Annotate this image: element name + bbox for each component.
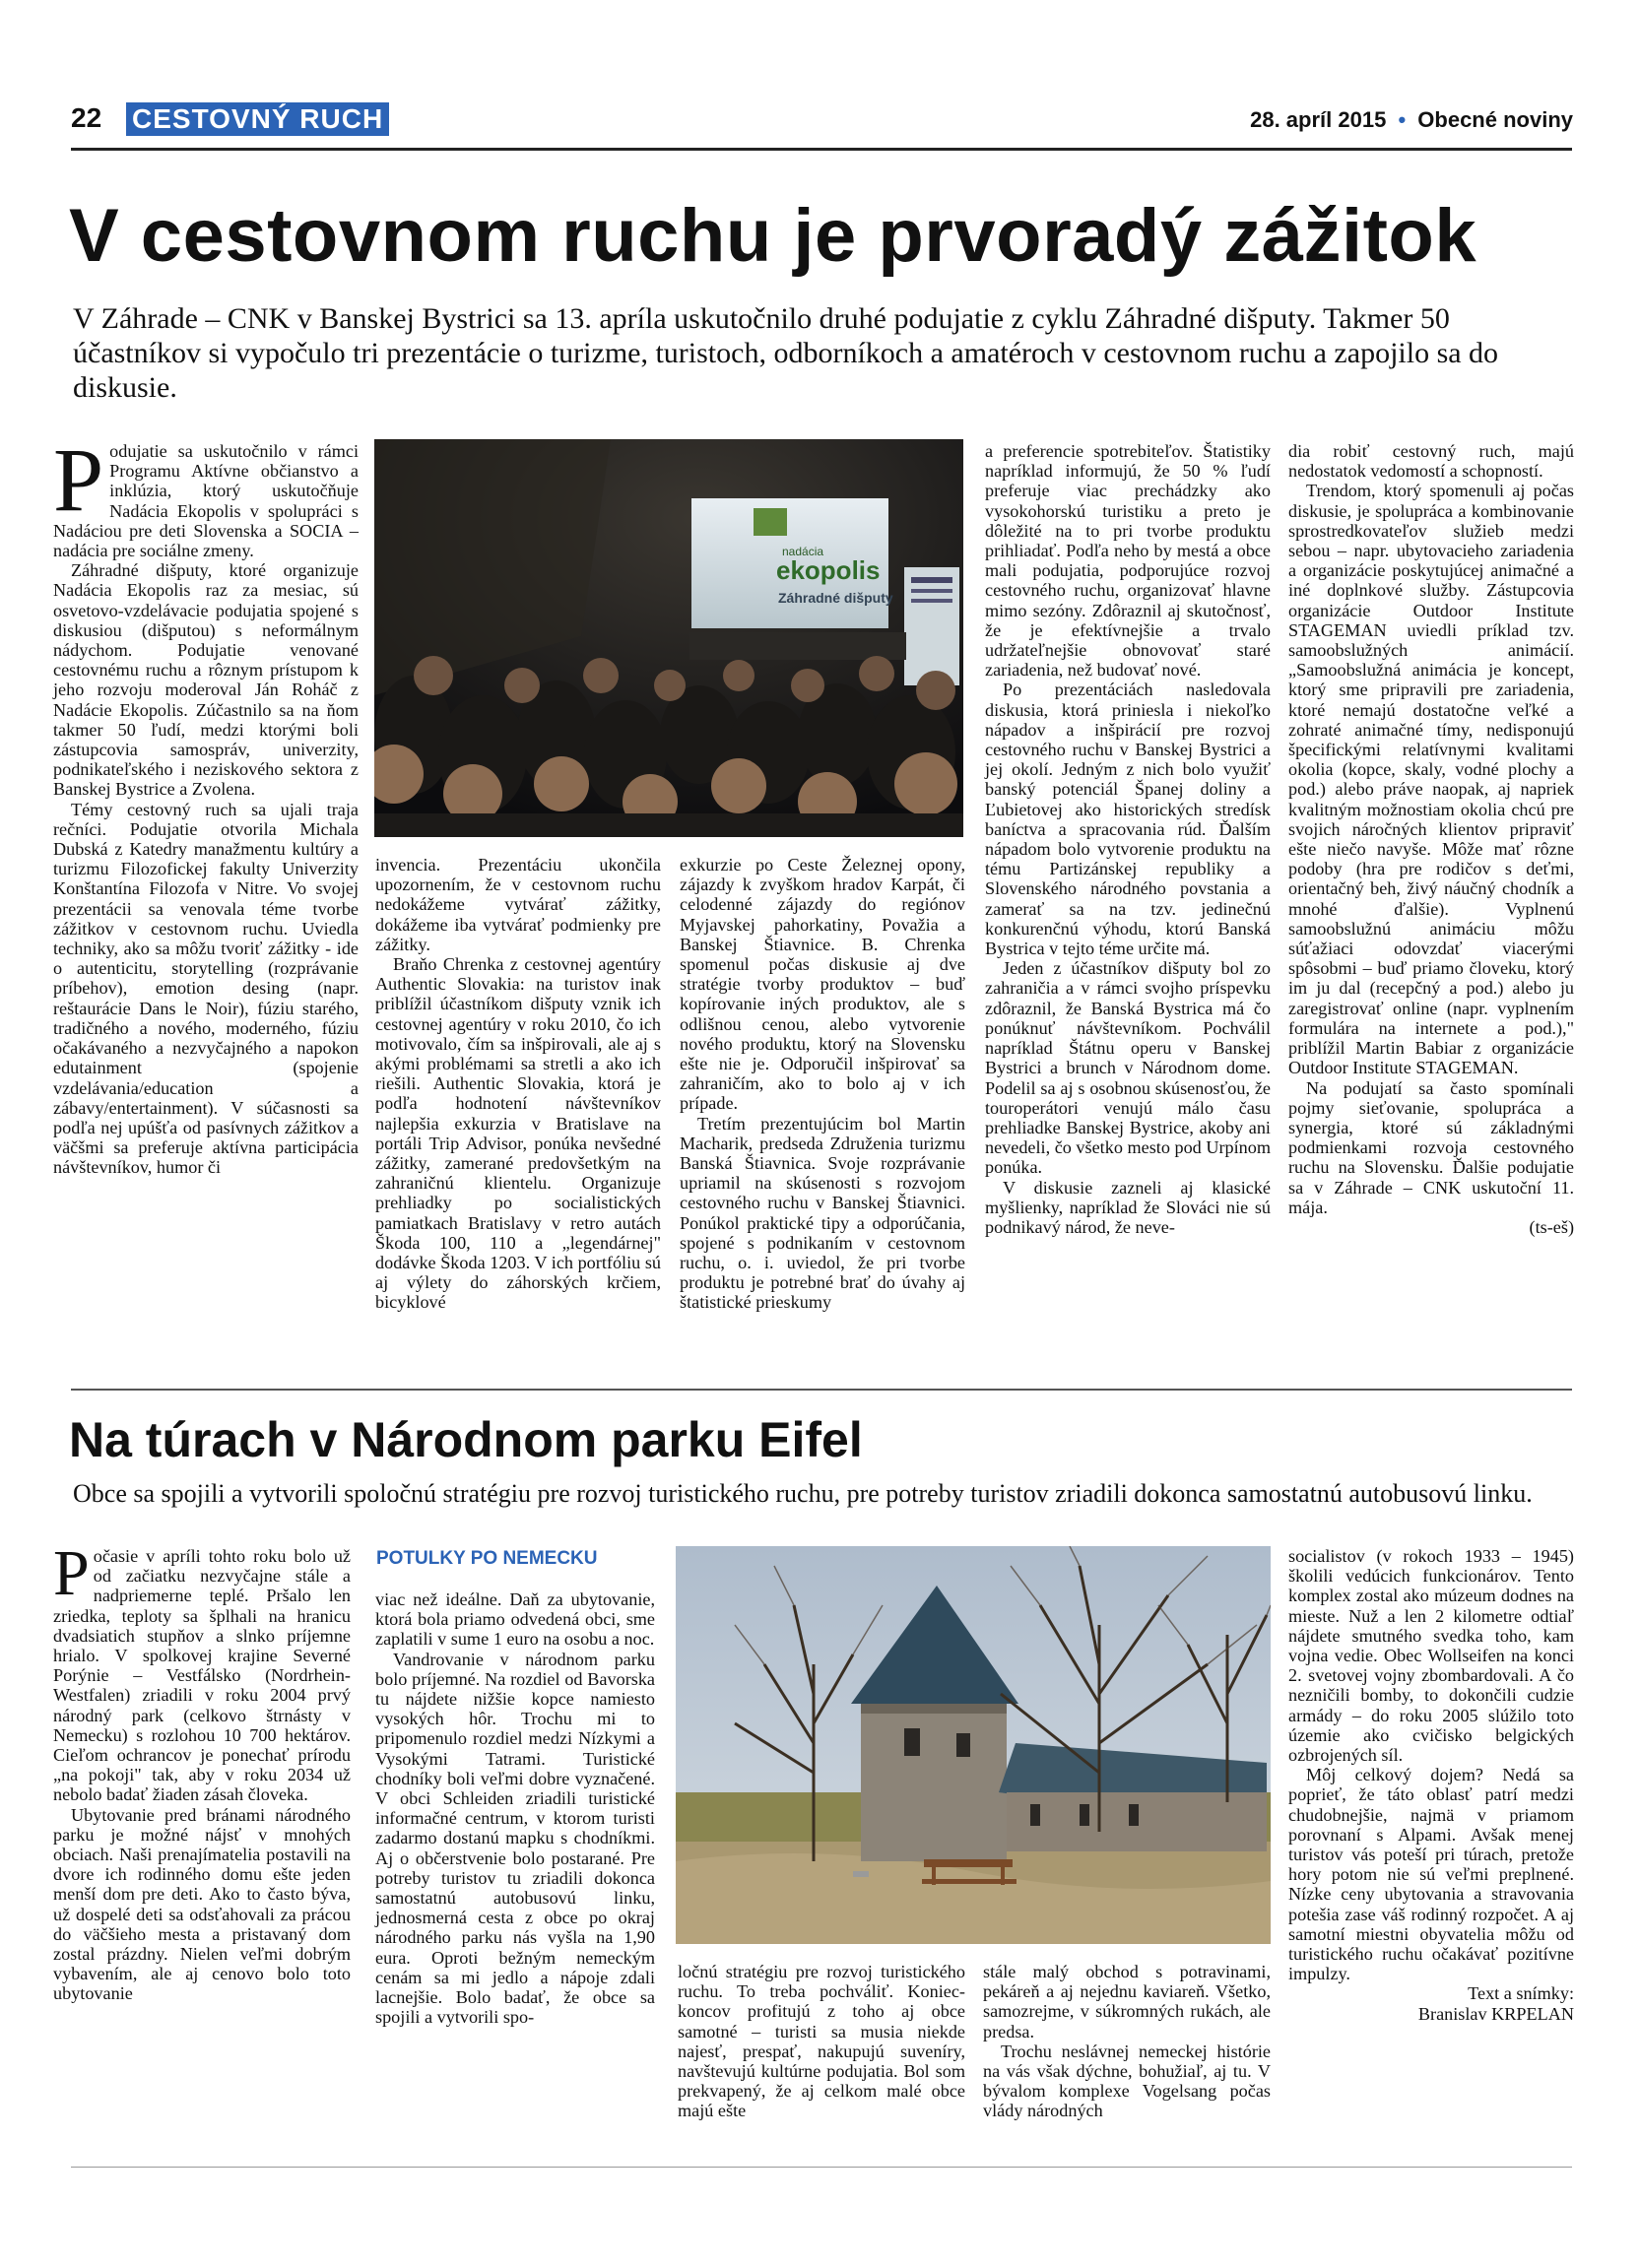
paragraph-text: odujatie sa uskutočnilo v rámci Programu Aktívne občianstvo a inklúzia, ktorý uskutočňuje Nadácia Ekopolis v spolupráci s Nadáciou pre deti Slovenska a SOCIA – nadácia pre sociálne zmeny. bbox=[53, 441, 359, 561]
article2-col2-para-2: Vandrovanie v národnom parku bolo príjemné. Na rozdiel od Bavorska tu nájdete nižšie kopce namiesto vysokých hôr. Trochu mi to pripomenulo rozdiel medzi Nízkymi a Vysokými Tatrami. Turistické chodníky boli veľmi dobre vyznačené. V obci Schleiden zriadili turistické informačné centrum, v ktorom turisti zadarmo dostanú mapku s chodníkmi. Aj o občerstvenie bolo postarané. Pre potreby turistov tu zriadili dokonca samostatnú autobusovú linku, jednosmerná cesta z obce po okraj národného parku nás vyšla na 1,90 eura. Oproti bežným nemeckým cenám sa mi jedlo a nápoje zdali lacnejšie. Bolo badať, že obce sa spojili a vytvorili spo- bbox=[375, 1649, 655, 2028]
article1-col5-para-1: dia robiť cestovný ruch, majú nedostatok vedomostí a schopností. bbox=[1288, 441, 1574, 482]
article1-col1-para-3: Témy cestovný ruch sa ujali traja rečníci. Podujatie otvorila Michala Dubská z Katedry manažmentu kultúry a turizmu Filozofickej fakulty Univerzity Konštantína Filozofa v Nitre. Vo svojej prezentácii sa venovala téme tvorbe zážitkov v cestovnom ruchu. Uviedla techniky, ako sa môžu tvoriť zážitky - ide o autenticitu, storytelling (rozprávanie príbehov), emotion desing (napr. reštaurácie Dans le Noir), fúziu starého, tradičného a nového, moderného, fúziu očakávaného a nezvyčajného a napokon edutainment (spojenie vzdelávania/education a zábavy/entertainment). V súčasnosti sa podľa nej upúšťa od pasívnych zážitkov a väčšmi sa preferuje aktívna participácia návštevníkov, humor či bbox=[53, 799, 359, 1178]
article2-col5-para-2: Môj celkový dojem? Nedá sa poprieť, že táto oblasť patrí medzi chudobnejšie, najmä v priamom porovnaní s Alpami. Avšak menej turistov vás poteší pri túrach, pretože hory potom nie sú veľmi preplnené. Nízke ceny ubytovania a stravovania potešia zase váš rodinný rozpočet. A aj samotní miestni obyvatelia môžu od turistického ruchu očakávať pozitívne impulzy. bbox=[1288, 1765, 1574, 1984]
article1-col4-para-1: a preferencie spotrebiteľov. Štatistiky napríklad informujú, že 50 % ľudí preferuje viac prechádzky ako vysokohorskú turistiku a preto je dôležité na to pri tvorbe produktu prihliadať. Podľa neho by mestá a obce mali podujatia, podporujúce rozvoj cestovného ruchu, organizovať hlavne mimo sezóny. Zdôraznil aj skutočnosť, že je efektívnejšie a trvalo udržateľnejšie obnovovať staré zariadenia, než budovať nové. bbox=[985, 441, 1271, 680]
article1-col4-para-2: Po prezentáciách nasledovala diskusia, ktorá priniesla i niekoľko nápadov a inšpirácií pre rozvoj cestovného ruchu v Banskej Bystrici a jej okolí. Jedným z nich bolo využiť banský potenciál Španej doliny a Ľubietovej ako historických stredísk baníctva a spracovania rúd. Ďalším nápadom bolo vytvorenie produktu na tému Partizánskej republiky a Slovenského národného povstania a zamerať sa na tzv. jedinečnú konkurenčnú výhodu, ktorú Banská Bystrica v tejto téme určite má. bbox=[985, 680, 1271, 959]
event-photo-svg bbox=[374, 439, 963, 837]
article1-column-4 bbox=[985, 441, 1271, 1237]
article1-col3-para-2: Tretím prezentujúcim bol Martin Macharik, predseda Združenia turizmu Banská Štiavnica. Svoje rozprávanie upriamil na skúsenosti s rozvojom cestovného ruchu v Banskej Štiavnici. Ponúkol praktické tipy a odporúčania, spojené s podnikaním v cestovnom ruchu, o. i. uviedol, že pri tvorbe produktu je potrebné brať do úvahy aj štatistické prieskumy bbox=[680, 1113, 965, 1313]
article1-column-5 bbox=[1288, 441, 1574, 1237]
svg-text:Záhradné dišputy: Záhradné dišputy bbox=[778, 590, 893, 606]
photo-credit-label: Text a snímky: bbox=[1468, 1983, 1574, 2004]
article2-column-5 bbox=[1288, 1546, 1574, 2024]
series-subhead: POTULKY PO NEMECKU bbox=[376, 1548, 598, 1569]
svg-text:nadácia: nadácia bbox=[782, 545, 824, 558]
article-divider bbox=[71, 1389, 1572, 1391]
article2-col2-para-1: viac než ideálne. Daň za ubytovanie, ktorá bola priamo odvedená obci, sme zaplatili v sume 1 euro na osobu a noc. bbox=[375, 1589, 655, 1650]
article1-signature: (ts-eš) bbox=[1529, 1216, 1574, 1237]
article1-lead: V Záhrade – CNK v Banskej Bystrici sa 13. apríla uskutočnilo druhé podujatie z cyklu Záhradné dišputy. Takmer 50 účastníkov si vypočulo tri prezentácie o turizme, turistoch, odborníkoch a amatéroch v cestovnom ruchu a zapojilo sa do diskusie. bbox=[73, 302, 1499, 404]
article2-col4-para-1: stále malý obchod s potravinami, pekáreň a aj nejednu kaviareň. Všetko, samozrejme, v súkromných rukách, ale predsa. bbox=[983, 1962, 1271, 2041]
author-name: Branislav KRPELAN bbox=[1417, 2003, 1574, 2024]
footer-rule bbox=[71, 2167, 1572, 2168]
header-rule bbox=[71, 148, 1572, 151]
article1-col5-para-3: Na podujatí sa často spomínali pojmy sieťovanie, spolupráca a synergia, ktoré sú základnými podmienkami rozvoja cestovného ruchu na Slovensku. Ďalšie podujatie sa v Záhrade – CNK uskutoční 11. mája. bbox=[1288, 1077, 1574, 1217]
issue-dateline bbox=[1250, 106, 1573, 134]
article1-column-3 bbox=[680, 855, 965, 1313]
section-label: CESTOVNÝ RUCH bbox=[126, 102, 389, 136]
article2-column-4 bbox=[983, 1962, 1271, 2121]
article1-col3-para-1: exkurzie po Ceste Železnej opony, zájazdy k zvyškom hradov Karpát, či celodenné zájazdy do regiónov Myjavskej pahorkatiny, Považia a Banskej Štiavnice. B. Chrenka spomenul počas diskusie aj dve stratégie tvorby produktov – buď kopírovanie iných produktov, ale s odlišnou cenou, alebo vytvorenie nového produktu, ktorý na Slovensku ešte nie je. Odporučil inšpirovať sa zahraničím, ako to bolo aj v ich prípade. bbox=[680, 855, 965, 1114]
svg-text:ekopolis: ekopolis bbox=[776, 555, 881, 585]
article1-col5-para-2: Trendom, ktorý spomenuli aj počas diskusie, je spolupráca a kombinovanie sprostredkovateľov služieb medzi sebou – napr. ubytovacieho zariadenia a organizácie poskytujúcej animačné a iné doplnkové služby. Zástupcovia organizácie Outdoor Institute STAGEMAN uviedli príklad tzv. samoobslužných animácií. „Samoobslužná animácia je koncept, ktorý sme pripravili pre zariadenia, ktoré nemajú dostatočne veľké a zohraté animačné tímy, nedisponujú špecifickými relatívnymi kvalitami okolia (kopce, skaly, vodné plochy a pod.) alebo práve naopak, aj napriek kvalitným možnostiam okolia chcú pre svojich náročných klientov pripraviť ešte niečo navyše. Môže mať rôzne podoby (hra pre rodičov s deťmi, orientačný beh, živý náučný chodník a mnohé ďalšie). Vyplnenú samoobslužnú animáciu môžu súťažiaci odovzdať viacerými spôsobmi – buď priamo človeku, ktorý im ju dal (recepčný a pod.) alebo ju zaregistrovať online (napr. vyplnením formulára na internete a pod.)," priblížil Martin Babiar z organizácie Outdoor Institute STAGEMAN. bbox=[1288, 481, 1574, 1078]
paragraph-text: očasie v apríli tohto roku bolo už od začiatku nezvyčajne stále a nadpriemerne teplé. Pršalo len zriedka, teploty sa šplhali na hranicu dvadsiatich stupňov a slnko príjemne hrialo. V spolkovej krajine Severné Porýnie – Vestfálsko (Nordrhein-Westfalen) zriadili v roku 2004 prvý národný park (celkovo štrnásty v Nemecku) s rozlohou 10 700 hektárov. Cieľom ochrancov je ponechať prírodu „na pokoji" tak, aby v roku 2034 už nebolo badať žiaden zásah človeka. bbox=[53, 1546, 351, 1805]
article2-col5-para-1: socialistov (v rokoch 1933 – 1945) školili vedúcich funkcionárov. Tento komplex zostal ako múzeum dodnes na mieste. Nuž a len 2 kilometre odtiaľ nájdete smutného svedka toho, kam vojna vedie. Obec Wollseifen na konci 2. svetovej vojny zbombardovali. A čo nezničili bomby, to dokončili cudzie armády – do roku 2005 slúžilo toto územie ako cvičisko belgických ozbrojených síl. bbox=[1288, 1546, 1574, 1766]
article2-column-1 bbox=[53, 1537, 351, 2004]
article1-column-2 bbox=[375, 855, 661, 1313]
article2-col4-para-2: Trochu neslávnej nemeckej histórie na vás však dýchne, bohužiaľ, aj tu. V bývalom komplexe Vogelsang počas vlády národných bbox=[983, 2041, 1271, 2121]
article1-col2-para-1: invencia. Prezentáciu ukončila upozornením, že v cestovnom ruchu nedokážeme vytvárať zážitky, dokážeme iba vytvárať podmienky pre zážitky. bbox=[375, 855, 661, 954]
article2-col1-para-1 bbox=[53, 1537, 351, 1805]
dateline-bullet: • bbox=[1398, 107, 1407, 132]
article1-col4-para-3: Jeden z účastníkov dišputy bol zo zahraničia a v rámci svojho príspevku zdôraznil, že Banská Bystrica má čo ponúknuť návštevníkom. Pochválil napríklad Štátnu operu v Banskej Bystrici a brunch v Národnom dome. Podelil sa aj s osobnou skúsenosťou, že touroperátori venujú málo času prehliadke Banskej Bystrice, akoby ani nevedeli, čo všetko mesto pod Urpínom ponúka. bbox=[985, 958, 1271, 1178]
article1-headline: V cestovnom ruchu je prvoradý zážitok bbox=[69, 194, 1477, 278]
article1-col1-para-1 bbox=[53, 429, 359, 561]
article1-column-1 bbox=[53, 429, 359, 1178]
article1-col2-para-2: Braňo Chrenka z cestovnej agentúry Authentic Slovakia: na turistov inak priblížil účastníkom dišputy vznik ich cestovnej agentúry v roku 2010, čo ich motivovalo, čím sa inšpirovali, ale aj s akými problémami sa stretli a ako ich riešili. Authentic Slovakia, ktorá je podľa hodnotení návštevníkov najlepšia exkurzia v Bratislave na portáli Trip Advisor, ponúka nevšedné zážitky, zamerané predovšetkým na zahraničnú klientelu. Organizuje prehliadky po socialistických pamiatkach Bratislavy v retro autách Škoda 100, 110 a „legendárnej" dodávke Škoda 1203. V ich portfóliu sú aj výlety do záhorských krčiem, bicyklové bbox=[375, 954, 661, 1313]
dropcap: P bbox=[53, 429, 104, 530]
article2-headline: Na túrach v Národnom parku Eifel bbox=[69, 1412, 863, 1467]
church-photo-svg bbox=[676, 1546, 1271, 1944]
church-photo bbox=[676, 1546, 1271, 1944]
page-number: 22 bbox=[71, 102, 102, 133]
article2-lead: Obce sa spojili a vytvorili spoločnú stratégiu pre rozvoj turistického ruchu, pre potreby turistov zriadili dokonca samostatnú autobusovú linku. bbox=[73, 1479, 1533, 1508]
dropcap: P bbox=[53, 1537, 90, 1609]
article1-col4-para-4: V diskusie zazneli aj klasické myšlienky, napríklad že Slováci nie sú podnikavý národ, že neve- bbox=[985, 1177, 1271, 1237]
publication-name: Obecné noviny bbox=[1417, 107, 1573, 132]
article2-col1-para-2: Ubytovanie pred bránami národného parku je možné nájsť v mnohých obciach. Naši prenajímatelia postavili na dvore ich rodinného domu ešte jeden menší dom pre deti. Ako to často býva, už dospelé deti sa odsťahovali za prácou do väčšieho mesta a pristavaný dom zostal prázdny. Nielen veľmi dobrým vybavením, ale aj cenovo bolo toto ubytovanie bbox=[53, 1804, 351, 2004]
article2-column-2 bbox=[375, 1589, 655, 2027]
issue-date: 28. apríl 2015 bbox=[1250, 107, 1387, 132]
event-photo bbox=[374, 439, 963, 837]
article1-col1-para-2: Záhradné dišputy, ktoré organizuje Nadácia Ekopolis raz za mesiac, sú osvetovo-vzdelávacie podujatia spojené s diskusiou (dišputou) s neformálnym nádychom. Podujatie venované cestovnému ruchu a rôznym prístupom k jeho rozvoju moderoval Ján Roháč z Nadácie Ekopolis. Zúčastnilo sa na ňom takmer 50 ľudí, medzi ktorými boli zástupcovia samospráv, univerzity, podnikateľského i neziskového sektora z Banskej Bystrice a Zvolena. bbox=[53, 560, 359, 800]
article2-column-3 bbox=[678, 1962, 965, 2121]
article2-col3-para-1: ločnú stratégiu pre rozvoj turistického ruchu. To treba pochváliť. Koniec-koncov profitujú z toho aj obce samotné – turisti sa musia niekde najesť, prespať, nakupujú suveníry, navštevujú kultúrne podujatia. Bol som prekvapený, že aj celkom malé obce majú ešte bbox=[678, 1962, 965, 2121]
